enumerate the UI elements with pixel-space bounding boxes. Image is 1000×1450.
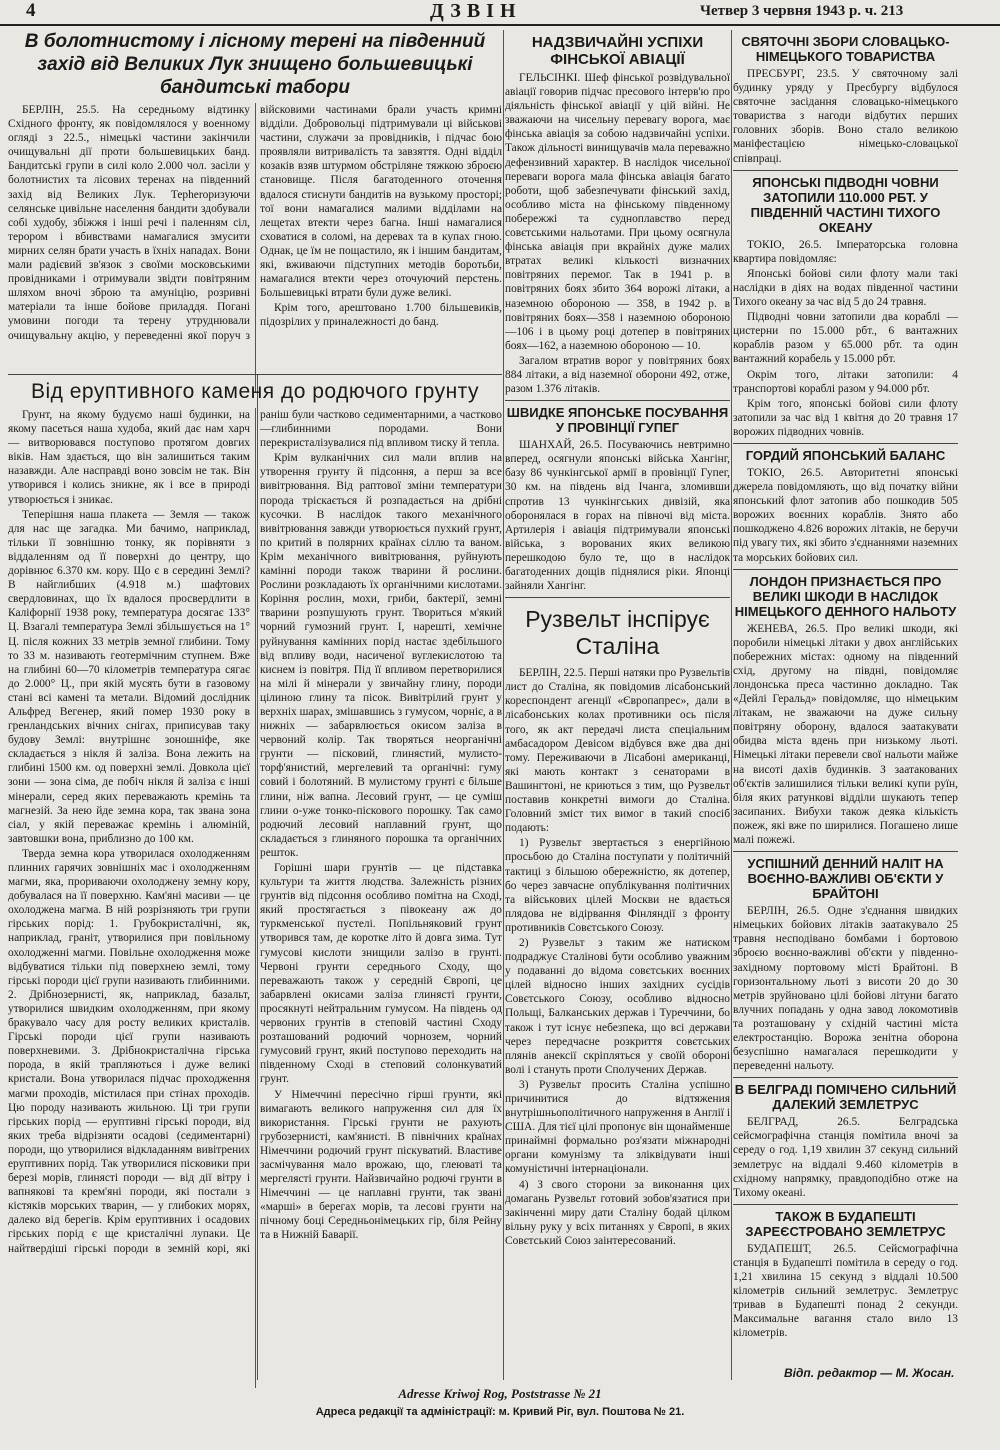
article-headline: В болотнистому і лісному терені на південний захід від Великих Лук знищено большевицькі бандитські табори <box>24 31 486 98</box>
divider <box>733 1204 958 1205</box>
page-number: 4 <box>26 0 36 21</box>
article-paragraph: БУДАПЕШТ, 26.5. Сейсмографічна станція в Будапешті помітила в середу о год. 1,21 хвилина 15 секунд з віддалі 10.500 кілометрів сильний землетрус. Землетрус тривав в Будапешті понад 2 секунди. Максимальне вагання стало вило 13 кілометрів. <box>733 1242 958 1340</box>
divider <box>8 374 502 375</box>
article-paragraph: Окрім того, літаки затопили: 4 транспортові кораблі разом у 94.000 рбт. <box>733 368 958 395</box>
article-paragraph: Загалом втратив ворог у повітряних боях 884 літаки, а від наземної оборони 492, отже, разом 1.376 літаків. <box>505 354 730 396</box>
divider <box>505 597 730 598</box>
article-paragraph: БЕРЛІН, 22.5. Перші натяки про Рузвельтів лист до Сталіна, як повідомив лісабонський кореспондент агенції «Європапрес», дали в лісабонських колах противники ось після того, як акт передачі листа спеціальним амбасадором Девісом відбувся вже два дні тому. Переживаючи в Лісабоні американці, які мають контакт з сенаторами в Вашингтоні, не криються з тим, що Рузвельт поставив конкретні вимоги до Сталіна. Головний зміст тих вимог в такий спосіб подають: <box>505 667 730 835</box>
divider <box>733 1077 958 1078</box>
article-headline: ЛОНДОН ПРИЗНАЄТЬСЯ ПРО ВЕЛИКІ ШКОДИ В НАСЛІДОК НІМЕЦЬКОГО ДЕННОГО НАЛЬОТУ <box>734 573 957 619</box>
article-paragraph: У Німеччині пересічно гірші грунти, які вимагають великого напруження сил для їх використання. Гірські грунти не рахують грубозернисті, кам'янисті. В північних країнах Німеччини родючий грунт піскуватий. Властиве засмічування мало врожаю, що, глеюваті та мергелясті грунти. Найзвичайно родючі грунти в Німеччині — це наплавні грунти, так звані «марші» в берегах морів, та лесові грунти на пічному боці Середньонімецьких гір, біля Рейну та в Нижній Баварії. <box>260 1088 502 1242</box>
article-headline: СВЯТОЧНІ ЗБОРИ СЛОВАЦЬКО-НІМЕЦЬКОГО ТОВАРИСТВА <box>741 34 950 64</box>
article-paragraph: Горішні шари грунтів — це підставка культури та життя людства. Залежність різних грунтів від підсоння особливо помітна на Сході, який простягається з півокеану аж до туркменської пустелі. Попільняковий грунт утворився там, де коротке літо й довга зима. Тут гумусові кислоти знищили залізо в грунті. Червоні грунти середнього Сходу, що переважають також у середній Європі, це забарвлені окисами заліза глинясті грунти, просякнуті нейтральним гумусом. На південь од червоних грунтів в степовій частині Сходу розташований родючий чорнозем, чорний гумусовий грунт, який поступово переходить на південному Сході в степовий солонкуватий грунт. <box>260 862 502 1086</box>
article-headline: ТАКОЖ В БУДАПЕШТІ ЗАРЕЄСТРОВАНО ЗЕМЛЕТРУС <box>745 1208 946 1239</box>
editor-signature: Відп. редактор — М. Жосан. <box>784 1366 955 1380</box>
article-headline: Від еруптивного каменя до родючого грунту <box>30 380 480 403</box>
article-paragraph: Тверда земна кора утворилася охолодженням плинних гарячих зовнішніх мас і охолодженням магми, яка, прориваючи охолоджену земну кору, добувалася на її поверхню. Кам'яні масиви — це охолоджена магма. В ній розрізняють три групи гірських порід: 1. Грубокристалічні, як, наприклад, граніт, утворилися при повільному охолодженні магми. Повільне охолодження може відбуватися тільки під поверхнею землі, тому гірські породи цієї групи називають глибинними. 2. Дрібнозернисті, як, наприклад, базальт, утворилися швидким охолодженням, при якому бракувало часу для росту великих кристалів. Гірські породи цієї групи називають поверхневими. 3. Дрібнокристалічна гірська порода, в якій трапляються і дуже великі кристали. Вона утворилася підчас проходження магми проходів, містилася при стінах проходів. Цю породу називають жильною. Ці три групи гірських порід — еруптивні гірські породи, від яких треба відрізняти осадові (седиментарні) породи, що утворилися відкладанням вивітрених еруптивних порід. Так утворилися пісковики при березі морів, глинясті породи — від дії вітру і вапнякові та крем'яні породи, які постали з кістяків морських тварин, — у глибоких морях, далеко від берегів. Крім еруптивних і осадових гірських порід є ще кристалічні лупаки. Це найтвердіші гірські породи в земній корі, які раніш були частково седиментарними, а частково—глибинними породами. Вони перекристалізувалися під впливом тиску й тепла. <box>8 409 502 1255</box>
article-paragraph: БЕРЛІН, 26.5. Одне з'єднання швидких німецьких бойових літаків заатакувало 25 травня несподівано бомбами і бортовою зброєю воєнно-важливі об'єкти у південно-західному портовому місті Брайтоні. В горизонтальному льоті з висоти 20 до 30 метрів зруйновано цілі бойові літуни багато влучних попадань у одна завод локомотивів та розташовану у східній частині міста електростанцію. Ворожа зенітна оборона безуспішно намагалася перешкодити у переведенні нальоту. <box>733 905 958 1073</box>
column-rule <box>503 30 504 1380</box>
divider <box>505 400 730 401</box>
article-headline: ЯПОНСЬКІ ПІДВОДНІ ЧОВНИ ЗАТОПИЛИ 110.000 РБТ. У ПІВДЕННІЙ ЧАСТИНІ ТИХОГО ОКЕАНУ <box>750 174 941 235</box>
article-paragraph: Японські бойові сили флоту мали такі наслідки в діях на водах південної частини Тихого океану за час від 5 до 24 травня. <box>733 267 958 309</box>
article-paragraph: ГЕЛЬСІНКІ. Шеф фінської розвідувальної авіації говорив підчас пресового інтерв'ю про діяльність фінської авіації у цій війні. Не зважаючи на чисельну перевагу ворога, має фінська авіація за собою надзвичайні успіхи. Також дільності винищувачів мала переважно дефензивний характер. В наслідок чисельної переваги ворога мала фінська авіація багато роботи, щоб забезпечувати фінський захід, особливо міста на фінському південному побережжі та судноплавство перед совєтськими нальотами. При цьому осягнула фінська авіація при вкрайніх дуже малих втратах великі кількості визначних повітряних перемог. Так в 1941 р. в повітряних боях збито 364 ворожі літаки, а наземною обороною — 358, в 1942 р. в повітряних боях—358 і наземною обороною—106 і в цьому році дотепер в повітряних боях—162, а наземною обороною — 10. <box>505 72 730 352</box>
article-headline: НАДЗВИЧАЙНІ УСПІХИ ФІНСЬКОЇ АВІАЦІЇ <box>531 34 704 68</box>
article-paragraph: БЕЛГРАД, 26.5. Белградська сейсмографічна станція помітила вночі за середу о год. 1,19 хвилин 37 секунд сильний землетрус на віддалі 9.460 кілометрів в східному напрямку, правдоподібно отже на Тихому океані. <box>733 1116 958 1199</box>
masthead <box>0 0 1000 26</box>
article-paragraph: Крім того, японські бойові сили флоту затопили за час від 1 квітня до 20 травня 17 ворожих підводних човнів. <box>733 397 958 438</box>
article-paragraph: 1) Рузвельт звертається з енергійною просьбою до Сталіна поступати у політичній тактиці з більшою обережністю, як дотепер, бо через завчасне опублікування політичних та військових цілей Москви не вдається плядова не відірвання Фінляндії з фронту противників Совєтського Союзу. <box>505 837 730 934</box>
article-headline: Рузвельт інспірує Сталіна <box>525 606 710 660</box>
article-paragraph: ЖЕНЕВА, 26.5. Про великі шкоди, які поробили німецькі літаки у двох англійських побережних містах: одному на південний схід, другому на півдні, повідомляє лондонська преса частинно докладно. Так «Дейлі Геральд» повідомляє, що німецьким літакам, не зважаючи на дуже сильну повітряну оборону, вдалося заатакувати обидва міста вдень при низькому льоті. Німецькі літаки перевели свої нальоти майже на висоті дахів будинків. З заатакованих об'єктів залишилися тільки великі купи руїн, біля яких ратункові відділи шукають тепер засипаних. Вибухи також деяка кількість пожеж, які вже по ширилися. Погашено лише малі пожежі. <box>733 622 958 847</box>
article-paragraph: ТОКІО, 26.5. Імператорська головна квартира повідомляє: <box>733 238 958 265</box>
newspaper-title: ДЗВІН <box>430 0 522 22</box>
divider <box>733 569 958 570</box>
column-4 <box>733 30 958 1380</box>
article-paragraph: Грунт, на якому будуємо наші будинки, на якому пасеться наша худоба, який дає нам харч — витворювався поступово протягом довгих віків. Нам здається, що він залишиться таким назавжди. Але насправді воно зовсім не так. Він утворився і колись зникне, як і все в природі утворюється і зникає. <box>8 409 250 506</box>
article-paragraph: Теперішня наша плакета — Земля — також для нас ще загадка. Ми бачимо, наприклад, тільки її зовнішню тонку, як порівняти з віддаленням од її поверхні до центру, що дорівнює 6.370 км. кору. Що є в середині Землі? В найглибших (4.918 м.) шафтових свердловинах, що їх вдалося просвердлити в Каліфорнії 1938 року, температура досягає 133° Ц. Взагалі температура Землі збільшується на 1° Ц. після кожних 33 метрів земної глибини. Тому то 33 м. називають геотермічним ступнем. Вже на глибині 60—70 кілометрів температура сягає до 2.000° Ц., при якій мусять бути в газовому стані всі камені та метали. Відомий дослідник Альфред Вегенер, який помер 1930 року в гренландських вічних снігах, приписував таку будову Землі: внутрішнє зоношніфе, яке складається з нікля й заліза. Вона лежить на глибині 1500 км. од поверхні землі. Довкола цієї зони — зона сіма, де побіч нікля й заліза є інші мінерали, серед яких переважають кремінь та магнезій. За нею йде земна кора, так звана зона сіал, у якій переважає кремінь і алюміній, завтовшки вона, приблизно до 100 км. <box>8 508 250 845</box>
address-ukrainian: Адреса редакції та адміністрації: м. Кривий Ріг, вул. Поштова № 21. <box>315 1406 685 1418</box>
article-paragraph: Крім вулканічних сил мали вплив на утворення грунту й підсоння, а перш за все вивітрювання. Від раптової зміни температури порода тріскається й розпадається на дрібні кусочки. В наслідок такого механічного вивітрювання завжди утворюється пухкий грунт, по критий в полярних країнах сіллю та ваном. Крім механічного вивітрювання, руйнують камінні породи також тварини й рослини. Рослини розкладають їх органічними кислотами. Коріння рослин, мохи, гриби, бактерії, земні тварини розпушують грунт. Твориться м'який чорний гумозний грунт. І, нарешті, хемічне руйнування камінних порід настає здебільшого від впливу води, насиченої вуглекислотою та киснем із повітря. Під її впливом перетворилися на мілі й мінерали у звичайну глину, породи цілиною глину та пісок. Вивітрілий грунт у верхніх шарах, змішавшись з гумусом, чорніє, а в нижніх — забарвлюється окисом заліза в червоний колір. Так творяться неорганічні грунти — пісковий, глинястий, мулисто-торф'янистий, мергелевий та органічні: гуму совий і болотяний. В мулистому грунті є більше глини, ніж вапна. Лесовий грунт, — це суміш глини о-уже тонко-піскового порошку. Так само родючий лесовий наплавний грунт, що складається з глиняного порошка та органічних решток. <box>260 452 502 859</box>
article-paragraph: БЕРЛІН, 25.5. На середньому відтинку Східного фронту, як повідомлялося у военному огляді з 22.5., німецькі частини закінчили очищувальні дії проти большевицьких банд. Бандитські групи в силі коло 2.000 чол. засіли у болотнистих та лісових теренах на південний захід від Великих Лук. Терherоризуючи селянське цивільне населення бандити здобували собі худобу, збіжжя і інші речі і паленням сіл, терором і вбивствами намагалися змусити мирних селян брати участь в їхніх нападах. Вони мали радієвий зв'язок з своїми московськими провідниками і отримували звідти повітряним шляхом вночі зброю та амуніцію, розривні матеріали та інше бойове приладдя. Погані умовини погоди та терену утруднювали очищувальну акцію, у переведенні якої поруч з війсковими частинами брали участь кримні відділи. Добровольці підтримували ці військові частини, служачи за провідників, і підчас бою проявляли витривалість та завзяття. Одні відділ козаків взяв штурмом обстріляне тяжкою зброєю становище. Після багатоденного оточення вдалося стиснути бандитів на вузькому просторі; тої вони намагалися малими відділами на лещетах втекти через багна. Інші намагалися сховатися в соломі, на деревах та в купах гною. Однак, це їм не пощастило, як і іншим бандитам, які, вживаючи підступних методів боротьби, намагалися втекти через оточуючий перстень. Большевицькі втрати були дуже великі. <box>8 104 502 342</box>
divider <box>733 443 958 444</box>
address-german: Adresse Kriwoj Rog, Poststrasse № 21 <box>398 1386 602 1401</box>
article-stone <box>8 370 502 1388</box>
column-3 <box>505 30 730 1380</box>
article-paragraph: ШАНХАЙ, 26.5. Посуваючись невтримно вперед, осягнули японські війська Хангінг, базу 86 чункінгської армії в провінції Гупег, 30 км. на південь від Ічанга, зломивши спротив 13 чункінгських дивізій, яка оборонялася в горах на півночі від міста. Артилерія і авіація підтримували японські війська, з ворованих яких великою перешкодою було те, що в наслідок багатоденних дощів піднялися ріки. Японці зайняли Хангінг. <box>505 439 730 593</box>
divider <box>733 170 958 171</box>
article-paragraph: 2) Рузвельт з таким же натиском подраджує Сталінові бути особливо уважним у подаванні до відома совєтських воєнних цілей відносно інших західних сусідів Совєтського Союзу, особливо відносно Польщі, Балканських держав і Туреччини, бо також і тут існує небезпека, що всі держави через передчасне розкриття совєтських плянів анексії скріпляться у своїй обороні волі і стануть проти Сполучених Держав. <box>505 936 730 1076</box>
article-headline: В БЕЛГРАДІ ПОМІЧЕНО СИЛЬНИЙ ДАЛЕКИЙ ЗЕМЛЕТРУС <box>734 1082 957 1113</box>
article-paragraph: Підводні човни затопили два кораблі — цистерни по 15.000 рбт., 6 вантажних кораблів разом у 65.000 рбт. та один вантажний корабель у 15.000 рбт. <box>733 311 958 366</box>
article-headline: ГОРДИЙ ЯПОНСЬКИЙ БАЛАНС <box>745 447 946 463</box>
article-swamp <box>8 30 502 393</box>
divider <box>733 851 958 852</box>
article-headline: УСПІШНИЙ ДЕННИЙ НАЛІТ НА ВОЄННО-ВАЖЛИВІ ОБ'ЄКТИ У БРАЙТОНІ <box>747 856 944 902</box>
article-paragraph: ПРЕСБУРГ, 23.5. У святочному залі будинку уряду у Пресбургу відбулося святочне засідання словацько-німецького товариства з нагоди відбутих перших головних зборів. Воно стало великою маніфестацією німецько-словацької співпраці. <box>733 68 958 165</box>
footer <box>0 1386 1000 1418</box>
article-paragraph: 4) З свого сторони за виконання цих домагань Рузвельт готовий зобов'язатися при закінченні миру дати Сталіну бодай цілком вільну руку у всіх питаннях у Європі, в яких Совєтський Союз заінтересований. <box>505 1178 730 1247</box>
issue-date: Четвер 3 червня 1943 р. ч. 213 <box>700 3 904 19</box>
article-headline: ШВИДКЕ ЯПОНСЬКЕ ПОСУВАННЯ У ПРОВІНЦІЇ ГУПЕГ <box>506 405 729 436</box>
article-paragraph: Крім того, арештовано 1.700 більшевиків, підозрілих у приналежності до банд. <box>260 302 502 329</box>
article-paragraph: 3) Рузвельт просить Сталіна успішно причинитися до відтяжения внутрішньополітичного напруження в Англії і США. Для тієї цілі пропонує він щонайменше принаймні формально роз'язати міжнародні органи комунізму та зліквідувати інші комуністичні інтернаціонали. <box>505 1078 730 1176</box>
column-rule <box>731 30 732 1380</box>
article-paragraph: ТОКІО, 26.5. Авторитетні японські джерела повідомляють, що від початку війни японський флот затопив або пошкодив 505 ворожих воєнних кораблів. Знято або пошкоджено 4.826 ворожих літаків, не беручи під увагу тих, які збито з'єднаннями наземних та морських бойових сил. <box>733 466 958 564</box>
